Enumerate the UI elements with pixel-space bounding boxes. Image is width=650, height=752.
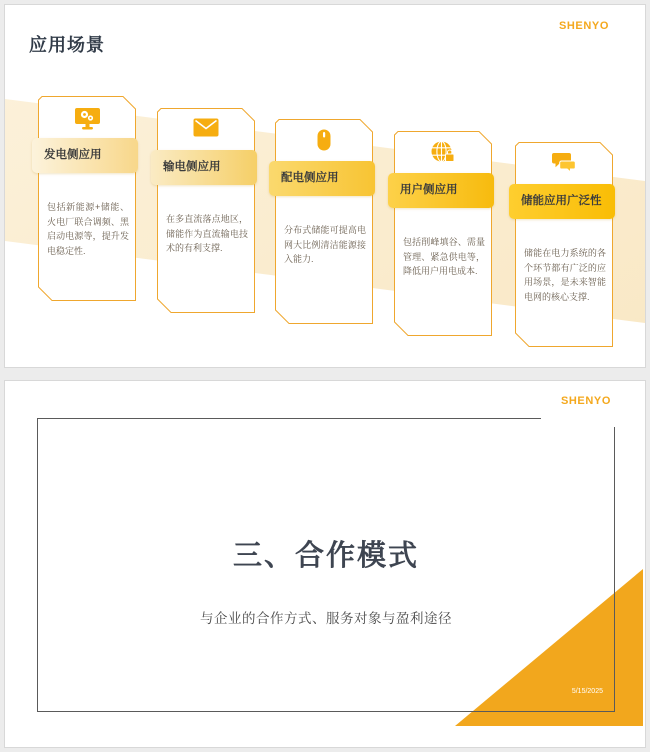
card-storage-breadth bbox=[515, 142, 613, 347]
date-label: 5/15/2025 bbox=[571, 688, 603, 695]
card-title-band: 储能应用广泛性 bbox=[509, 184, 615, 219]
card-generation-side bbox=[38, 96, 136, 301]
card-title-band: 配电侧应用 bbox=[269, 161, 375, 196]
card-distribution-side bbox=[275, 119, 373, 324]
card-body-text: 包括新能源+储能、火电厂联合调频、黑启动电源等，提升发电稳定性. bbox=[47, 202, 129, 256]
card-body-text: 分布式储能可提高电网大比例清洁能源接入能力. bbox=[284, 225, 366, 265]
slide1-title: 应用场景 bbox=[29, 35, 105, 55]
section-title: 三、合作模式 bbox=[232, 540, 419, 572]
mouse-icon bbox=[275, 129, 373, 151]
card-title-band: 输电侧应用 bbox=[151, 150, 257, 185]
shenyo-logo: SHENYO bbox=[560, 395, 611, 407]
shenyo-logo: SHENYO bbox=[558, 20, 609, 32]
card-body-text: 储能在电力系统的各个环节都有广泛的应用场景，是未来智能电网的核心支撑. bbox=[524, 248, 606, 302]
card-title-band: 用户侧应用 bbox=[388, 173, 494, 208]
slide-1[interactable] bbox=[4, 4, 646, 368]
card-body-text: 在多直流落点地区，储能作为直流输电技术的有利支撑. bbox=[166, 214, 248, 254]
chat-bubbles-icon bbox=[515, 152, 613, 173]
envelope-icon bbox=[157, 118, 255, 137]
monitor-gears-icon bbox=[38, 106, 136, 131]
globe-lock-icon bbox=[394, 141, 492, 164]
section-subtitle: 与企业的合作方式、服务对象与盈利途径 bbox=[200, 611, 452, 626]
card-title-band: 发电侧应用 bbox=[32, 138, 138, 173]
card-transmission-side bbox=[157, 108, 255, 313]
card-outline bbox=[157, 108, 255, 313]
card-user-side bbox=[394, 131, 492, 336]
card-body-text: 包括削峰填谷、需量管理、紧急供电等，降低用户用电成本. bbox=[403, 237, 485, 277]
slide-2[interactable] bbox=[4, 380, 646, 748]
